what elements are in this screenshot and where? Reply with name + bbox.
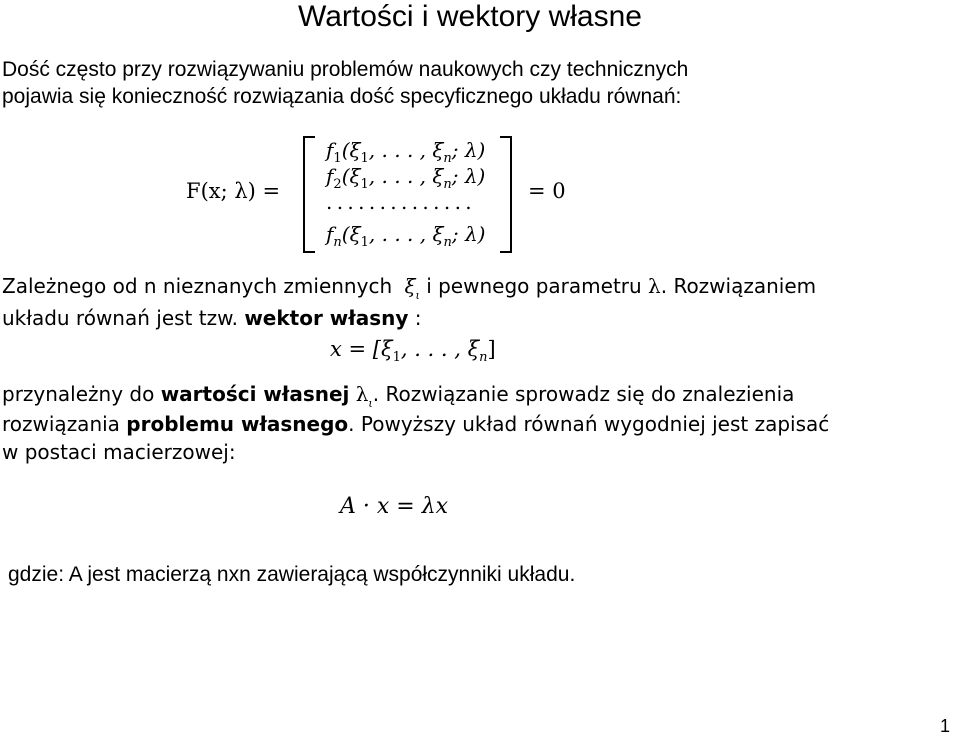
para3-line-3: w postaci macierzowej: (2, 440, 236, 464)
equation-row-2: $f_2(\xi_1$, . . . , $\xi_n$; λ) (326, 164, 486, 192)
eigenvector-equation: $x = [\xi_1$, . . . , $\xi_n$] (330, 337, 496, 365)
para2-line-1: Zależnego od n nieznanych zmiennych $\xi_\iota$ i pewnego parametru λ. Rozwiązaniem (2, 274, 817, 302)
equation-lhs: F(x; λ) = (186, 179, 281, 203)
lambda-symbol-2: λ (355, 382, 369, 406)
xi-symbol: ξ (404, 274, 416, 298)
page-title: Wartości i wektory własne (298, 0, 642, 33)
intro-line-1: Dość często przy rozwiązywaniu problemów naukowych czy technicznych (2, 58, 689, 81)
para2-line-2: układu równań jest tzw. wektor własny : (2, 306, 422, 330)
equation-row-1: $f_1(\xi_1$, . . . , $\xi_n$; λ) (326, 138, 486, 166)
left-bracket (303, 136, 315, 253)
equation-row-n: $f_n(\xi_1$, . . . , $\xi_n$; λ) (326, 222, 486, 250)
para3-line-1: przynależny do wartości własnej $\lambda_\iota$. Rozwiązanie sprowadz się do znalezienia (2, 382, 795, 410)
conclusion-text: gdzie: A jest macierzą nxn zawierającą współczynniki układu. (8, 563, 576, 586)
para3-line-2: rozwiązania problemu własnego. Powyższy układ równań wygodniej jest zapisać (2, 412, 830, 436)
page-number: 1 (939, 716, 950, 736)
lambda-symbol: λ (648, 274, 661, 298)
equation-row-dots: . . . . . . . . . . . . . . (326, 190, 471, 214)
equation-rhs: = 0 (528, 179, 566, 203)
right-bracket (500, 136, 512, 253)
matrix-equation: A · x = λx (340, 494, 449, 519)
intro-line-2: pojawia się konieczność rozwiązania dość specyficznego układu równań: (2, 85, 682, 108)
